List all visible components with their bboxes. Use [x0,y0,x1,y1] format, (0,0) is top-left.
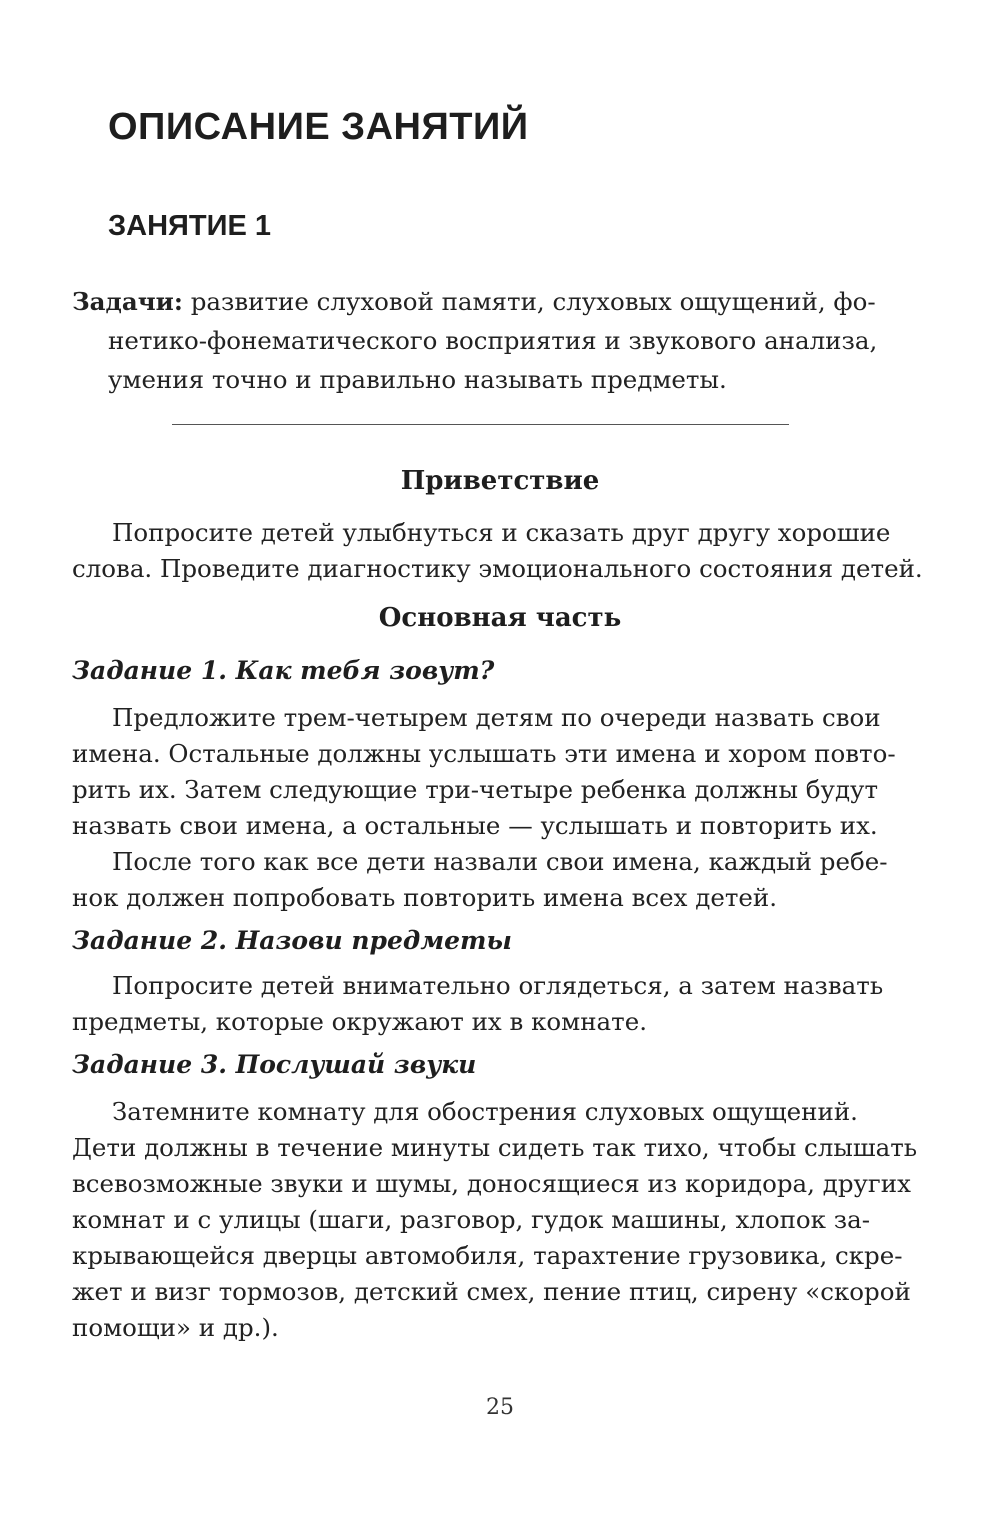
task1-heading: Задание 1. Как тебя зовут? [72,656,495,685]
divider-rule [172,424,789,425]
task3-line-2: Дети должны в течение минуты сидеть так тихо, чтобы слышать [72,1133,918,1162]
task2-line-1: Попросите детей внимательно оглядеться, а затем назвать [112,971,884,1000]
task2-line-2: предметы, которые окружают их в комнате. [72,1007,648,1036]
greeting-line-1: Попросите детей улыбнуться и сказать друг другу хорошие [112,518,891,547]
task1-p1-line-3: рить их. Затем следующие три-четыре ребенка должны будут [72,775,878,804]
task2-heading: Задание 2. Назови предметы [72,926,512,955]
task3-line-5: крывающейся дверцы автомобиля, тарахтение грузовика, скре- [72,1241,903,1270]
task3-line-1: Затемните комнату для обострения слуховых ощущений. [112,1097,858,1126]
task1-p1-line-4: назвать свои имена, а остальные — услышать и повторить их. [72,811,878,840]
task1-p2-line-2: нок должен попробовать повторить имена всех детей. [72,883,778,912]
greeting-heading: Приветствие [400,466,600,496]
lesson-title: ЗАНЯТИЕ 1 [108,210,271,242]
tasks-paragraph [72,282,932,399]
task1-p2-line-1: После того как все дети назвали свои имена, каждый ребе- [112,847,888,876]
task3-heading: Задание 3. Послушай звуки [72,1050,477,1079]
task3-line-6: жет и визг тормозов, детский смех, пение птиц, сирену «скорой [72,1277,911,1306]
tasks-line-3: умения точно и правильно называть предметы. [108,365,727,394]
tasks-line-2: нетико-фонематического восприятия и звукового анализа, [108,326,878,355]
tasks-label: Задачи: [72,287,183,316]
tasks-line-1 [72,282,932,321]
task3-paragraph [72,1094,932,1346]
tasks-text-1: развитие слуховой памяти, слуховых ощущений, фо- [182,287,876,316]
section-title: ОПИСАНИЕ ЗАНЯТИЙ [108,106,529,148]
task1-p1-line-2: имена. Остальные должны услышать эти имена и хором повто- [72,739,896,768]
task3-line-3: всевозможные звуки и шумы, доносящиеся из коридора, других [72,1169,911,1198]
main-part-heading: Основная часть [378,603,622,633]
greeting-paragraph [72,515,932,587]
greeting-line-2: слова. Проведите диагностику эмоционального состояния детей. [72,554,923,583]
task1-paragraph-1 [72,700,932,844]
task3-line-4: комнат и с улицы (шаги, разговор, гудок машины, хлопок за- [72,1205,871,1234]
task1-p1-line-1: Предложите трем-четырем детям по очереди назвать свои [112,703,881,732]
task3-line-7: помощи» и др.). [72,1313,279,1342]
page-number: 25 [486,1395,514,1420]
task1-paragraph-2 [72,844,932,916]
task2-paragraph [72,968,932,1040]
